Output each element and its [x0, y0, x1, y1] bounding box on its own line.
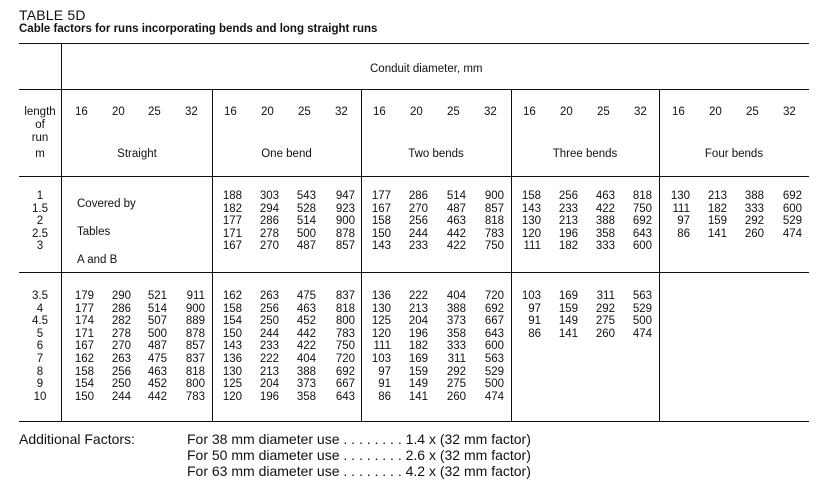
col-one-bend-20-upper [253, 190, 279, 253]
length-cell: 7 [36, 352, 44, 365]
value-cell: 171 [222, 227, 242, 240]
value-cell: 563 [484, 352, 504, 365]
col-one-bend-25-upper [290, 190, 316, 253]
value-cell: 244 [259, 327, 279, 340]
diameter-label: 20 [410, 106, 423, 118]
value-cell: 130 [521, 215, 541, 228]
value-cell: 388 [296, 365, 316, 378]
value-cell: 333 [595, 240, 615, 253]
value-cell: 213 [259, 365, 279, 378]
rule-middle [19, 272, 809, 273]
value-cell: 120 [371, 327, 391, 340]
value-cell: 422 [296, 340, 316, 353]
col-straight-25-lower [141, 290, 167, 403]
value-cell: 278 [111, 327, 131, 340]
value-cell: 292 [744, 215, 764, 228]
diameter-label: 16 [224, 106, 237, 118]
value-cell: 286 [259, 215, 279, 228]
value-cell: 275 [595, 315, 615, 328]
col-straight-16-lower [68, 290, 94, 403]
value-cell: 500 [632, 315, 652, 328]
value-cell: 222 [408, 290, 428, 302]
value-cell: 263 [259, 290, 279, 302]
value-cell: 278 [259, 227, 279, 240]
value-cell: 86 [528, 327, 541, 340]
col-one-bend-25-lower [290, 290, 316, 403]
value-cell: 282 [111, 315, 131, 328]
value-cell: 474 [484, 390, 504, 403]
diameter-label: 32 [185, 106, 198, 118]
value-cell: 292 [446, 365, 466, 378]
value-cell: 125 [222, 378, 242, 391]
value-cell: 857 [335, 240, 355, 253]
value-cell: 159 [408, 365, 428, 378]
value-cell: 947 [335, 190, 355, 202]
value-cell: 543 [296, 190, 316, 202]
value-cell: 463 [296, 302, 316, 315]
value-cell: 204 [408, 315, 428, 328]
value-cell: 213 [558, 215, 578, 228]
value-cell: 667 [484, 315, 504, 328]
rule-header [19, 89, 809, 90]
length-heading-line: of [35, 119, 45, 131]
rule-top [19, 43, 809, 44]
length-cell: 9 [36, 378, 44, 391]
length-column-upper [19, 190, 61, 253]
value-cell: 286 [408, 190, 428, 202]
value-cell: 818 [335, 302, 355, 315]
value-cell: 204 [259, 378, 279, 391]
value-cell: 250 [111, 378, 131, 391]
col-two-bends-25-upper [440, 190, 466, 253]
length-cell: 1 [36, 190, 44, 202]
value-cell: 233 [259, 340, 279, 353]
straight-note-line: Tables [77, 226, 111, 238]
value-cell: 422 [595, 202, 615, 215]
value-cell: 270 [111, 340, 131, 353]
value-cell: 143 [521, 202, 541, 215]
value-cell: 136 [371, 290, 391, 302]
value-cell: 442 [446, 227, 466, 240]
col-three-bends-32-lower [626, 290, 652, 340]
value-cell: 256 [259, 302, 279, 315]
value-cell: 294 [259, 202, 279, 215]
col-three-bends-25-lower [589, 290, 615, 340]
value-cell: 358 [595, 227, 615, 240]
col-three-bends-16-lower [515, 290, 541, 340]
value-cell: 837 [185, 352, 205, 365]
value-cell: 150 [222, 327, 242, 340]
length-cell: 8 [36, 365, 44, 378]
value-cell: 158 [74, 365, 94, 378]
length-cell: 1.5 [32, 202, 48, 215]
value-cell: 388 [446, 302, 466, 315]
value-cell: 600 [484, 340, 504, 353]
value-cell: 783 [185, 390, 205, 403]
diameter-label: 25 [746, 106, 759, 118]
value-cell: 463 [147, 365, 167, 378]
value-cell: 179 [74, 290, 94, 302]
value-cell: 120 [521, 227, 541, 240]
value-cell: 111 [672, 202, 690, 215]
value-cell: 422 [446, 240, 466, 253]
col-two-bends-20-upper [402, 190, 428, 253]
value-cell: 86 [677, 227, 690, 240]
value-cell: 643 [335, 390, 355, 403]
table-subtitle: Cable factors for runs incorporating bends and long straight runs [19, 23, 378, 35]
value-cell: 837 [335, 290, 355, 302]
straight-note [77, 190, 136, 274]
length-heading-line: m [35, 148, 45, 160]
value-cell: 463 [595, 190, 615, 202]
value-cell: 177 [371, 190, 391, 202]
additional-factor-38: For 38 mm diameter use . . . . . . . . 1.4 x (32 mm factor) [187, 431, 531, 447]
value-cell: 442 [147, 390, 167, 403]
value-cell: 260 [744, 227, 764, 240]
value-cell: 97 [378, 365, 391, 378]
diameter-label: 32 [484, 106, 497, 118]
value-cell: 720 [484, 290, 504, 302]
value-cell: 260 [595, 327, 615, 340]
length-heading-line: length [24, 106, 56, 118]
value-cell: 720 [335, 352, 355, 365]
diameter-label: 16 [523, 106, 536, 118]
value-cell: 244 [111, 390, 131, 403]
value-cell: 487 [147, 340, 167, 353]
value-cell: 857 [484, 202, 504, 215]
value-cell: 600 [632, 240, 652, 253]
value-cell: 136 [222, 352, 242, 365]
rule-threebends-fourbends [659, 89, 660, 421]
value-cell: 130 [371, 302, 391, 315]
value-cell: 256 [111, 365, 131, 378]
col-four-bends-16-upper [664, 190, 690, 240]
value-cell: 233 [408, 240, 428, 253]
value-cell: 514 [296, 215, 316, 228]
diameter-label: 16 [373, 106, 386, 118]
value-cell: 529 [782, 215, 802, 228]
value-cell: 692 [335, 365, 355, 378]
value-cell: 158 [521, 190, 541, 202]
value-cell: 388 [595, 215, 615, 228]
value-cell: 141 [707, 227, 727, 240]
value-cell: 222 [259, 352, 279, 365]
col-two-bends-20-lower [402, 290, 428, 403]
col-straight-32-lower [179, 290, 205, 403]
value-cell: 750 [484, 240, 504, 253]
value-cell: 878 [335, 227, 355, 240]
value-cell: 750 [335, 340, 355, 353]
length-cell: 10 [33, 390, 47, 403]
diameter-label: 16 [672, 106, 685, 118]
diameter-label: 16 [75, 106, 88, 118]
rule-straight-onebend [212, 89, 213, 421]
value-cell: 311 [596, 290, 615, 302]
col-one-bend-16-lower [216, 290, 242, 403]
col-two-bends-25-lower [440, 290, 466, 403]
diameter-label: 20 [709, 106, 722, 118]
length-cell: 6 [36, 340, 44, 353]
value-cell: 521 [147, 290, 167, 302]
value-cell: 463 [446, 215, 466, 228]
value-cell: 475 [296, 290, 316, 302]
straight-note-line: Covered by [77, 198, 136, 210]
col-four-bends-25-upper [738, 190, 764, 240]
value-cell: 514 [147, 302, 167, 315]
value-cell: 452 [296, 315, 316, 328]
value-cell: 311 [447, 352, 466, 365]
value-cell: 507 [147, 315, 167, 328]
col-two-bends-16-upper [365, 190, 391, 253]
value-cell: 159 [558, 302, 578, 315]
value-cell: 911 [186, 290, 205, 302]
value-cell: 818 [632, 190, 652, 202]
value-cell: 182 [222, 202, 242, 215]
length-cell: 3.5 [32, 290, 48, 302]
col-three-bends-16-upper [515, 190, 541, 253]
value-cell: 91 [528, 315, 541, 328]
value-cell: 474 [632, 327, 652, 340]
value-cell: 162 [74, 352, 94, 365]
value-cell: 149 [558, 315, 578, 328]
length-cell: 4.5 [32, 315, 48, 328]
value-cell: 158 [222, 302, 242, 315]
value-cell: 528 [296, 202, 316, 215]
col-two-bends-16-lower [365, 290, 391, 403]
length-cell: 5 [36, 327, 44, 340]
value-cell: 452 [147, 378, 167, 391]
value-cell: 177 [222, 215, 242, 228]
col-four-bends-20-upper [701, 190, 727, 240]
diameter-label: 25 [298, 106, 311, 118]
value-cell: 475 [147, 352, 167, 365]
length-column-lower [19, 290, 61, 403]
value-cell: 159 [707, 215, 727, 228]
value-cell: 857 [185, 340, 205, 353]
value-cell: 260 [446, 390, 466, 403]
value-cell: 154 [74, 378, 94, 391]
value-cell: 474 [782, 227, 802, 240]
value-cell: 177 [74, 302, 94, 315]
col-three-bends-25-upper [589, 190, 615, 253]
value-cell: 213 [707, 190, 727, 202]
value-cell: 373 [296, 378, 316, 391]
rule-length-col [61, 43, 62, 421]
value-cell: 244 [408, 227, 428, 240]
table-title: TABLE 5D [19, 7, 86, 23]
value-cell: 256 [408, 215, 428, 228]
value-cell: 889 [185, 315, 205, 328]
rule-bottom [19, 421, 809, 422]
value-cell: 154 [222, 315, 242, 328]
value-cell: 182 [707, 202, 727, 215]
value-cell: 97 [528, 302, 541, 315]
value-cell: 213 [408, 302, 428, 315]
value-cell: 442 [296, 327, 316, 340]
value-cell: 373 [446, 315, 466, 328]
value-cell: 250 [259, 315, 279, 328]
value-cell: 86 [378, 390, 391, 403]
value-cell: 529 [632, 302, 652, 315]
value-cell: 188 [222, 190, 242, 202]
value-cell: 818 [484, 215, 504, 228]
col-four-bends-32-upper [776, 190, 802, 240]
diameter-label: 32 [783, 106, 796, 118]
value-cell: 783 [484, 227, 504, 240]
length-heading [19, 106, 61, 161]
value-cell: 141 [558, 327, 578, 340]
value-cell: 900 [335, 215, 355, 228]
value-cell: 143 [222, 340, 242, 353]
value-cell: 275 [446, 378, 466, 391]
col-one-bend-32-lower [329, 290, 355, 403]
rule-twobends-threebends [511, 89, 512, 421]
value-cell: 292 [595, 302, 615, 315]
diameter-label: 25 [447, 106, 460, 118]
value-cell: 818 [185, 365, 205, 378]
value-cell: 358 [296, 390, 316, 403]
col-two-bends-32-lower [478, 290, 504, 403]
col-straight-20-lower [105, 290, 131, 403]
value-cell: 878 [185, 327, 205, 340]
group-label-two-bends: Two bends [408, 148, 464, 160]
value-cell: 196 [558, 227, 578, 240]
value-cell: 388 [744, 190, 764, 202]
value-cell: 500 [296, 227, 316, 240]
length-heading-line: run [31, 132, 49, 144]
value-cell: 750 [632, 202, 652, 215]
group-label-four-bends: Four bends [704, 148, 764, 160]
value-cell: 174 [74, 315, 94, 328]
value-cell: 97 [677, 215, 690, 228]
value-cell: 692 [632, 215, 652, 228]
value-cell: 150 [371, 227, 391, 240]
value-cell: 256 [558, 190, 578, 202]
value-cell: 692 [782, 190, 802, 202]
value-cell: 103 [371, 352, 391, 365]
value-cell: 333 [744, 202, 764, 215]
diameter-label: 20 [112, 106, 125, 118]
value-cell: 900 [484, 190, 504, 202]
value-cell: 125 [371, 315, 391, 328]
value-cell: 286 [111, 302, 131, 315]
length-cell: 4 [36, 302, 44, 315]
diameter-label: 25 [597, 106, 610, 118]
length-cell: 2 [36, 215, 44, 228]
value-cell: 500 [484, 378, 504, 391]
additional-factor-50: For 50 mm diameter use . . . . . . . . 2.6 x (32 mm factor) [187, 447, 531, 463]
value-cell: 130 [222, 365, 242, 378]
value-cell: 783 [335, 327, 355, 340]
value-cell: 111 [523, 240, 541, 253]
value-cell: 263 [111, 352, 131, 365]
diameter-label: 20 [560, 106, 573, 118]
value-cell: 667 [335, 378, 355, 391]
value-cell: 143 [371, 240, 391, 253]
value-cell: 196 [408, 327, 428, 340]
value-cell: 487 [296, 240, 316, 253]
additional-factor-63: For 63 mm diameter use . . . . . . . . 4.2 x (32 mm factor) [187, 463, 531, 479]
value-cell: 404 [296, 352, 316, 365]
value-cell: 270 [259, 240, 279, 253]
value-cell: 103 [521, 290, 541, 302]
value-cell: 643 [484, 327, 504, 340]
value-cell: 514 [446, 190, 466, 202]
value-cell: 141 [408, 390, 428, 403]
value-cell: 196 [259, 390, 279, 403]
value-cell: 150 [74, 390, 94, 403]
value-cell: 333 [446, 340, 466, 353]
value-cell: 162 [222, 290, 242, 302]
value-cell: 120 [222, 390, 242, 403]
conduit-diameter-heading: Conduit diameter, mm [370, 63, 483, 75]
value-cell: 900 [185, 302, 205, 315]
col-three-bends-32-upper [626, 190, 652, 253]
col-three-bends-20-upper [552, 190, 578, 253]
col-three-bends-20-lower [552, 290, 578, 340]
diameter-label: 20 [261, 106, 274, 118]
value-cell: 182 [558, 240, 578, 253]
value-cell: 290 [111, 290, 131, 302]
value-cell: 487 [446, 202, 466, 215]
value-cell: 167 [222, 240, 242, 253]
col-two-bends-32-upper [478, 190, 504, 253]
col-one-bend-32-upper [329, 190, 355, 253]
length-cell: 2.5 [32, 227, 48, 240]
value-cell: 800 [335, 315, 355, 328]
value-cell: 91 [378, 378, 391, 391]
diameter-label: 32 [634, 106, 647, 118]
group-label-one-bend: One bend [261, 148, 312, 160]
value-cell: 404 [446, 290, 466, 302]
group-label-straight: Straight [117, 148, 157, 160]
diameter-label: 32 [335, 106, 348, 118]
value-cell: 167 [371, 202, 391, 215]
rule-onebend-twobends [361, 89, 362, 421]
value-cell: 169 [558, 290, 578, 302]
straight-note-line: A and B [77, 254, 118, 266]
value-cell: 303 [259, 190, 279, 202]
value-cell: 182 [408, 340, 428, 353]
length-cell: 3 [36, 240, 44, 253]
value-cell: 149 [408, 378, 428, 391]
value-cell: 111 [373, 340, 391, 353]
value-cell: 130 [670, 190, 690, 202]
value-cell: 270 [408, 202, 428, 215]
value-cell: 358 [446, 327, 466, 340]
value-cell: 529 [484, 365, 504, 378]
value-cell: 600 [782, 202, 802, 215]
value-cell: 923 [335, 202, 355, 215]
diameter-label: 25 [148, 106, 161, 118]
value-cell: 500 [147, 327, 167, 340]
additional-factors-label: Additional Factors: [19, 431, 135, 447]
value-cell: 169 [408, 352, 428, 365]
rule-subheader [19, 176, 809, 177]
group-label-three-bends: Three bends [552, 148, 618, 160]
value-cell: 643 [632, 227, 652, 240]
col-one-bend-16-upper [216, 190, 242, 253]
value-cell: 800 [185, 378, 205, 391]
value-cell: 167 [74, 340, 94, 353]
value-cell: 692 [484, 302, 504, 315]
value-cell: 171 [74, 327, 94, 340]
col-one-bend-20-lower [253, 290, 279, 403]
value-cell: 563 [632, 290, 652, 302]
value-cell: 158 [371, 215, 391, 228]
value-cell: 233 [558, 202, 578, 215]
